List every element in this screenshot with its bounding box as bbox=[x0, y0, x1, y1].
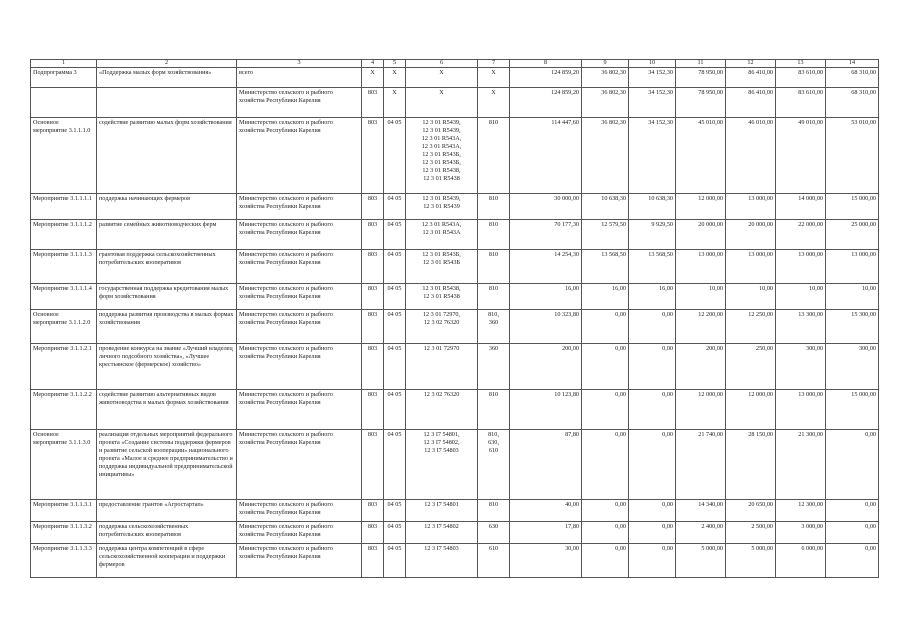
table-cell: Основное мероприятие 3.1.1.1.0 bbox=[31, 117, 97, 193]
table-cell: 810 bbox=[478, 283, 510, 309]
table-cell: поддержка центра компетенций в сфере сельскохозяйственной кооперации и поддержки фермеров bbox=[97, 543, 237, 577]
table-cell: 68 310,00 bbox=[826, 87, 879, 117]
table-cell: 04 05 bbox=[384, 521, 406, 543]
table-cell: 15 000,00 bbox=[826, 193, 879, 219]
table-cell: 5 000,00 bbox=[676, 543, 726, 577]
table-cell: 45 010,00 bbox=[676, 117, 726, 193]
table-cell: Министерство сельского и рыбного хозяйства Республики Карелия bbox=[237, 219, 362, 249]
table-cell: 810 bbox=[478, 249, 510, 283]
header-cell: 4 bbox=[362, 60, 384, 68]
table-cell: 17,80 bbox=[510, 521, 582, 543]
table-row bbox=[31, 389, 879, 429]
table-cell: 0,00 bbox=[826, 543, 879, 577]
table-cell: 34 152,30 bbox=[629, 87, 676, 117]
table-cell: 0,00 bbox=[582, 343, 629, 389]
table-row bbox=[31, 193, 879, 219]
header-cell: 1 bbox=[31, 60, 97, 68]
table-cell: Мероприятие 3.1.1.1.3 bbox=[31, 249, 97, 283]
table-cell: 16,00 bbox=[629, 283, 676, 309]
table-cell: 810 bbox=[478, 219, 510, 249]
table-cell bbox=[31, 87, 97, 117]
table-cell: 0,00 bbox=[629, 543, 676, 577]
table-cell: Министерство сельского и рыбного хозяйства Республики Карелия bbox=[237, 283, 362, 309]
table-cell: 20 000,00 bbox=[726, 219, 776, 249]
table-cell: 803 bbox=[362, 193, 384, 219]
table-cell: 630 bbox=[478, 521, 510, 543]
table-cell: 5 000,00 bbox=[726, 543, 776, 577]
table-cell: Основное мероприятие 3.1.1.2.0 bbox=[31, 309, 97, 343]
table-row bbox=[31, 309, 879, 343]
table-cell: 803 bbox=[362, 389, 384, 429]
table-cell: содействие развитию малых форм хозяйствования bbox=[97, 117, 237, 193]
header-cell: 3 bbox=[237, 60, 362, 68]
table-row bbox=[31, 521, 879, 543]
table-cell: 49 010,00 bbox=[776, 117, 826, 193]
header-cell: 14 bbox=[826, 60, 879, 68]
table-cell: 83 610,00 bbox=[776, 87, 826, 117]
table-cell: 04 05 bbox=[384, 309, 406, 343]
table-cell: 04 05 bbox=[384, 249, 406, 283]
table-cell: 810 bbox=[478, 389, 510, 429]
table-cell: 200,00 bbox=[676, 343, 726, 389]
header-cell: 8 bbox=[510, 60, 582, 68]
table-cell: 810 bbox=[478, 117, 510, 193]
table-cell: 12 3 I7 54801, 12 3 I7 54802, 12 3 I7 54803 bbox=[406, 429, 478, 499]
table-cell: 2 400,00 bbox=[676, 521, 726, 543]
table-cell: 810 bbox=[478, 499, 510, 521]
table-cell: 10 638,30 bbox=[582, 193, 629, 219]
table-cell: содействие развитию альтернативных видов животноводства в малых формах хозяйствования bbox=[97, 389, 237, 429]
header-cell: 11 bbox=[676, 60, 726, 68]
table-cell: 0,00 bbox=[629, 309, 676, 343]
table-cell: 803 bbox=[362, 309, 384, 343]
table-cell: 36 802,30 bbox=[582, 117, 629, 193]
table-cell: X bbox=[384, 67, 406, 87]
table-cell: Министерство сельского и рыбного хозяйства Республики Карелия bbox=[237, 249, 362, 283]
table-cell: Мероприятие 3.1.1.2.2 bbox=[31, 389, 97, 429]
table-cell: 04 05 bbox=[384, 499, 406, 521]
table-cell: поддержка начинающих фермеров bbox=[97, 193, 237, 219]
table-cell: 124 859,20 bbox=[510, 67, 582, 87]
table-cell: 0,00 bbox=[826, 429, 879, 499]
table-cell: 12 3 01 R5439, 12 3 01 R5439 bbox=[406, 193, 478, 219]
header-cell: 12 bbox=[726, 60, 776, 68]
table-cell: развитие семейных животноводческих ферм bbox=[97, 219, 237, 249]
table-row bbox=[31, 343, 879, 389]
table-cell: 20 650,00 bbox=[726, 499, 776, 521]
table-cell: 12 000,00 bbox=[676, 193, 726, 219]
table-cell: Мероприятие 3.1.1.2.1 bbox=[31, 343, 97, 389]
header-cell: 9 bbox=[582, 60, 629, 68]
table-cell: грантовая поддержка сельскохозяйственных потребительских кооперативов bbox=[97, 249, 237, 283]
table-cell: Министерство сельского и рыбного хозяйства Республики Карелия bbox=[237, 193, 362, 219]
table-row bbox=[31, 117, 879, 193]
table-cell: 0,00 bbox=[582, 309, 629, 343]
table-cell: 200,00 bbox=[510, 343, 582, 389]
table-cell: 803 bbox=[362, 283, 384, 309]
table-cell: 13 000,00 bbox=[676, 249, 726, 283]
table-cell: 86 410,00 bbox=[726, 67, 776, 87]
table-cell: 12 250,00 bbox=[726, 309, 776, 343]
table-cell: Министерство сельского и рыбного хозяйства Республики Карелия bbox=[237, 87, 362, 117]
table-cell: Министерство сельского и рыбного хозяйства Республики Карелия bbox=[237, 429, 362, 499]
table-cell: 21 300,00 bbox=[776, 429, 826, 499]
table-cell: 04 05 bbox=[384, 219, 406, 249]
table-cell: 22 000,00 bbox=[776, 219, 826, 249]
table-cell: проведение конкурса на звание «Лучший владелец личного подсобного хозяйства», «Лучшее крестьянское (фермерское) хозяйство» bbox=[97, 343, 237, 389]
table-cell: всего bbox=[237, 67, 362, 87]
table-cell: 04 05 bbox=[384, 389, 406, 429]
table-cell: 803 bbox=[362, 219, 384, 249]
table-cell: 10 123,80 bbox=[510, 389, 582, 429]
table-cell: 13 000,00 bbox=[726, 249, 776, 283]
table-cell: X bbox=[362, 67, 384, 87]
table-cell: 86 410,00 bbox=[726, 87, 776, 117]
table-cell: Мероприятие 3.1.1.1.1 bbox=[31, 193, 97, 219]
table-cell: 78 950,00 bbox=[676, 67, 726, 87]
table-cell: 14 000,00 bbox=[776, 193, 826, 219]
table-cell: 13 000,00 bbox=[726, 193, 776, 219]
table-cell: 12 3 02 76320 bbox=[406, 389, 478, 429]
table-cell: 15 000,00 bbox=[826, 389, 879, 429]
table-cell: 300,00 bbox=[826, 343, 879, 389]
table-cell: 803 bbox=[362, 543, 384, 577]
table-cell: 04 05 bbox=[384, 343, 406, 389]
table-cell: 2 500,00 bbox=[726, 521, 776, 543]
table-cell: 28 150,00 bbox=[726, 429, 776, 499]
table-cell: 10,00 bbox=[776, 283, 826, 309]
table-cell: 40,00 bbox=[510, 499, 582, 521]
table-cell: Мероприятие 3.1.1.1.4 bbox=[31, 283, 97, 309]
header-cell: 10 bbox=[629, 60, 676, 68]
table-cell: Мероприятие 3.1.1.1.2 bbox=[31, 219, 97, 249]
table-cell: 20 000,00 bbox=[676, 219, 726, 249]
table-row bbox=[31, 87, 879, 117]
table-cell: 12 579,50 bbox=[582, 219, 629, 249]
header-row bbox=[31, 60, 879, 68]
table-cell: 6 000,00 bbox=[776, 543, 826, 577]
table-cell: предоставление грантов «Агростартап» bbox=[97, 499, 237, 521]
table-cell: 14 254,30 bbox=[510, 249, 582, 283]
table-cell: 10,00 bbox=[826, 283, 879, 309]
table-cell: 803 bbox=[362, 117, 384, 193]
table-cell: государственная поддержка кредитования малых форм хозяйствования bbox=[97, 283, 237, 309]
table-cell: 13 000,00 bbox=[776, 249, 826, 283]
table-cell: 12 3 01 72970 bbox=[406, 343, 478, 389]
table-cell: 12 3 01 R5438, 12 3 01 R5438 bbox=[406, 283, 478, 309]
table-cell bbox=[97, 87, 237, 117]
table-cell: 70 177,30 bbox=[510, 219, 582, 249]
table-cell: 9 929,50 bbox=[629, 219, 676, 249]
table-cell: 68 310,00 bbox=[826, 67, 879, 87]
table-cell: Министерство сельского и рыбного хозяйства Республики Карелия bbox=[237, 343, 362, 389]
table-cell: Подпрограмма 3 bbox=[31, 67, 97, 87]
table-cell: 250,00 bbox=[726, 343, 776, 389]
table-cell: 36 802,30 bbox=[582, 67, 629, 87]
table-cell: 124 859,20 bbox=[510, 87, 582, 117]
table-cell: 300,00 bbox=[776, 343, 826, 389]
table-cell: 3 000,00 bbox=[776, 521, 826, 543]
table-cell: 13 000,00 bbox=[776, 389, 826, 429]
table-row bbox=[31, 283, 879, 309]
table-cell: 12 000,00 bbox=[676, 389, 726, 429]
table-cell: Министерство сельского и рыбного хозяйства Республики Карелия bbox=[237, 499, 362, 521]
table-row bbox=[31, 429, 879, 499]
table-cell: X bbox=[406, 67, 478, 87]
table-cell: 0,00 bbox=[629, 389, 676, 429]
table-cell: 12 3 I7 54801 bbox=[406, 499, 478, 521]
table-cell: 04 05 bbox=[384, 543, 406, 577]
table-cell: 0,00 bbox=[582, 521, 629, 543]
table-cell: 803 bbox=[362, 343, 384, 389]
table-cell: 12 000,00 bbox=[726, 389, 776, 429]
table-cell: 803 bbox=[362, 521, 384, 543]
table-cell: 12 3 01 R543Б, 12 3 01 R543Б bbox=[406, 249, 478, 283]
table-cell: Мероприятие 3.1.1.3.3 bbox=[31, 543, 97, 577]
table-cell: 803 bbox=[362, 429, 384, 499]
table-cell: 15 300,00 bbox=[826, 309, 879, 343]
table-cell: 810, 360 bbox=[478, 309, 510, 343]
table-cell: Мероприятие 3.1.1.3.2 bbox=[31, 521, 97, 543]
table-cell: Министерство сельского и рыбного хозяйства Республики Карелия bbox=[237, 117, 362, 193]
table-cell: 0,00 bbox=[582, 429, 629, 499]
table-cell: 0,00 bbox=[826, 499, 879, 521]
table-cell: 13 000,00 bbox=[826, 249, 879, 283]
table-cell: 12 200,00 bbox=[676, 309, 726, 343]
table-cell: 78 950,00 bbox=[676, 87, 726, 117]
table-cell: 0,00 bbox=[582, 499, 629, 521]
table-row bbox=[31, 67, 879, 87]
table-cell: реализация отдельных мероприятий федерального проекта «Создание системы поддержки фермеров и развитие сельской кооперации» национального проекта «Малое и среднее предпринимательство и поддержка индивидуальной предпринимательской инициативы» bbox=[97, 429, 237, 499]
table-cell: 04 05 bbox=[384, 117, 406, 193]
table-cell: 0,00 bbox=[629, 343, 676, 389]
table-cell: 803 bbox=[362, 87, 384, 117]
table-cell: 803 bbox=[362, 249, 384, 283]
table-cell: 10 638,30 bbox=[629, 193, 676, 219]
header-cell: 5 bbox=[384, 60, 406, 68]
table-cell: X bbox=[384, 87, 406, 117]
table-cell: 36 802,30 bbox=[582, 87, 629, 117]
table-row bbox=[31, 543, 879, 577]
table-cell: 30 000,00 bbox=[510, 193, 582, 219]
table-cell: 34 152,30 bbox=[629, 117, 676, 193]
table-cell: 87,80 bbox=[510, 429, 582, 499]
table-cell: 83 610,00 bbox=[776, 67, 826, 87]
table-cell: «Поддержка малых форм хозяйствования» bbox=[97, 67, 237, 87]
table-cell: Основное мероприятие 3.1.1.3.0 bbox=[31, 429, 97, 499]
table-cell: 53 010,00 bbox=[826, 117, 879, 193]
table-cell: 12 3 01 72970, 12 3 02 76320 bbox=[406, 309, 478, 343]
table-cell: 10 323,80 bbox=[510, 309, 582, 343]
table-cell: 0,00 bbox=[582, 389, 629, 429]
table-cell: 12 3 I7 54803 bbox=[406, 543, 478, 577]
table-cell: X bbox=[478, 67, 510, 87]
table-cell: 13 568,50 bbox=[582, 249, 629, 283]
table-cell: 16,00 bbox=[510, 283, 582, 309]
table-cell: 810 bbox=[478, 193, 510, 219]
table-cell: Мероприятие 3.1.1.3.1 bbox=[31, 499, 97, 521]
table-cell: 610 bbox=[478, 543, 510, 577]
table-cell: 10,00 bbox=[676, 283, 726, 309]
table-cell: 0,00 bbox=[629, 429, 676, 499]
table-cell: 803 bbox=[362, 499, 384, 521]
table-cell: 10,00 bbox=[726, 283, 776, 309]
table-cell: 16,00 bbox=[582, 283, 629, 309]
table-cell: Министерство сельского и рыбного хозяйства Республики Карелия bbox=[237, 309, 362, 343]
table-cell: 12 300,00 bbox=[776, 499, 826, 521]
table-cell: 46 010,00 bbox=[726, 117, 776, 193]
table-cell: Министерство сельского и рыбного хозяйства Республики Карелия bbox=[237, 521, 362, 543]
table-cell: 0,00 bbox=[826, 521, 879, 543]
table-cell: поддержка сельскохозяйственных потребительских кооперативов bbox=[97, 521, 237, 543]
table-cell: 14 340,00 bbox=[676, 499, 726, 521]
budget-table bbox=[30, 59, 879, 578]
table-row bbox=[31, 219, 879, 249]
table-cell: 0,00 bbox=[582, 543, 629, 577]
header-cell: 7 bbox=[478, 60, 510, 68]
header-cell: 6 bbox=[406, 60, 478, 68]
table-cell: 30,00 bbox=[510, 543, 582, 577]
table-cell: 0,00 bbox=[629, 521, 676, 543]
table-cell: Министерство сельского и рыбного хозяйства Республики Карелия bbox=[237, 543, 362, 577]
table-row bbox=[31, 249, 879, 283]
table-cell: 114 447,60 bbox=[510, 117, 582, 193]
table-cell: 34 152,30 bbox=[629, 67, 676, 87]
table-cell: поддержка развития производства в малых формах хозяйствования bbox=[97, 309, 237, 343]
table-cell: 0,00 bbox=[629, 499, 676, 521]
table-cell: 25 000,00 bbox=[826, 219, 879, 249]
table-cell: X bbox=[406, 87, 478, 117]
header-cell: 13 bbox=[776, 60, 826, 68]
table-cell: 04 05 bbox=[384, 429, 406, 499]
table-cell: 21 740,00 bbox=[676, 429, 726, 499]
table-cell: 810, 630, 610 bbox=[478, 429, 510, 499]
table-cell: 04 05 bbox=[384, 193, 406, 219]
table-cell: 13 300,00 bbox=[776, 309, 826, 343]
table-cell: X bbox=[478, 87, 510, 117]
table-cell: Министерство сельского и рыбного хозяйства Республики Карелия bbox=[237, 389, 362, 429]
table-cell: 12 3 01 R5439, 12 3 01 R5439, 12 3 01 R543A, 12 3 01 R543A, 12 3 01 R543Б, 12 3 01 R543Б, 12 3 01 R5438, 12 3 01 R5438 bbox=[406, 117, 478, 193]
table-row bbox=[31, 499, 879, 521]
table-cell: 12 3 01 R543A, 12 3 01 R543A bbox=[406, 219, 478, 249]
table-cell: 13 568,50 bbox=[629, 249, 676, 283]
table-cell: 04 05 bbox=[384, 283, 406, 309]
header-cell: 2 bbox=[97, 60, 237, 68]
table-cell: 360 bbox=[478, 343, 510, 389]
table-cell: 12 3 I7 54802 bbox=[406, 521, 478, 543]
